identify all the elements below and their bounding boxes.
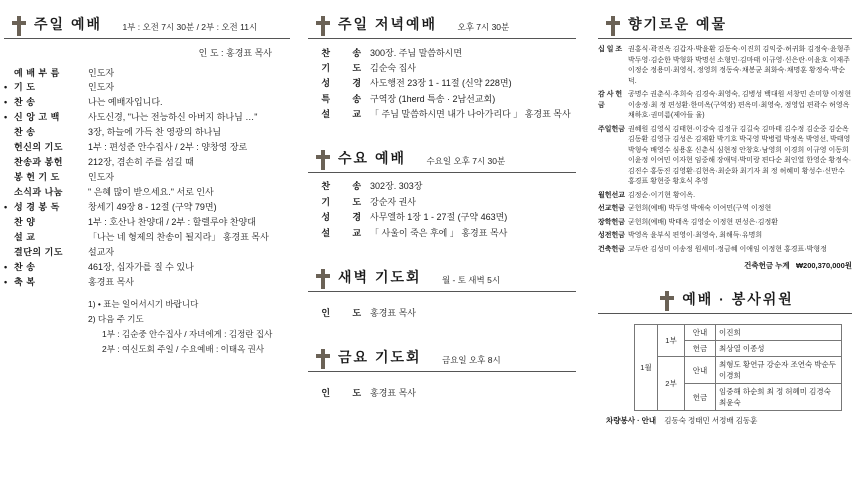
order-sublabel: 송 (352, 47, 362, 58)
order-row (4, 230, 290, 245)
order-value: 설교자 (88, 246, 115, 257)
sunday-preacher: 인 도 : 홍경표 목사 (198, 48, 272, 58)
committee-footer (606, 415, 852, 426)
offering-group-label: 선교헌금 (598, 205, 626, 212)
order-row (308, 306, 576, 321)
offering-group (598, 231, 852, 242)
committee-footer-label: 차량봉사 · 안내 (606, 416, 657, 425)
order-value: 3장, 하늘에 가득 찬 영광의 하나님 (88, 127, 222, 138)
order-value: 1부 : 호산나 찬양대 / 2부 : 할렐루야 찬양대 (88, 216, 256, 227)
order-bullet: • (4, 201, 8, 212)
divider (308, 38, 576, 39)
sunday-notes (4, 297, 290, 357)
order-label: 찬 (321, 181, 331, 192)
section-subtitle: 금요일 오후 8시 (441, 354, 501, 365)
divider (308, 291, 576, 292)
role-cell: 헌금 (685, 341, 716, 357)
note-line: 1부 : 김순중 안수집사 / 자녀에게 : 김정란 집사 (102, 328, 273, 339)
offering-group-names: 권혜원 김영식 김태현·이강숙 김정규 김길숙 김마태 김수정 김순중 김순옥 김동환 김영규 김성은 김재환 박기호 박국영 박병렬 박정옥 박영선, 박태영 박형숙 배영수 심용훈 신춘식 심현정 안창호·남영희 이경희 이규영 이동희 이윤정 이여민 이자현 임중해 장애덕·박미랑 편다순 최인열 한영순 황정숙·김진수 홍동진 김영환·김현옥·최순화 최기자 최 정 허혜미 황성수·신만수 홍경표 황현중 황호식 추영 (628, 125, 852, 185)
order-value: 인도자 (88, 82, 115, 93)
offering-group (598, 191, 852, 202)
order-row (4, 66, 290, 81)
committee-header (598, 289, 852, 309)
offering-total-value: ₩200,370,000원 (795, 261, 852, 270)
order-row (4, 96, 290, 111)
role-cell: 안내 (685, 357, 716, 384)
wednesday-order-list (308, 179, 576, 241)
names-cell: 최상열 이종성 (716, 341, 842, 357)
order-value: 홍경표 목사 (370, 308, 416, 319)
order-sublabel: 교 (352, 109, 362, 120)
table-row (635, 325, 842, 341)
note-line: 2) 다음 주 기도 (88, 313, 144, 324)
dawn-prayer-header (308, 267, 576, 287)
order-row (4, 126, 290, 141)
offering-group-label: 십 일 조 (598, 46, 623, 53)
order-row (308, 45, 576, 60)
note-line: 1) • 표는 일어서시기 바랍니다 (88, 299, 199, 310)
role-cell: 안내 (685, 325, 716, 341)
divider (598, 38, 852, 39)
week-cell: 1월 (635, 325, 658, 411)
order-value: " 은혜 많이 받으세요." 서로 인사 (88, 187, 214, 197)
order-row (4, 275, 290, 290)
order-bullet: • (4, 276, 8, 287)
order-label: 기 (321, 62, 331, 73)
order-bullet: • (4, 261, 8, 272)
order-row (308, 386, 576, 401)
cross-icon (316, 269, 330, 289)
divider (598, 313, 852, 314)
order-label: 찬 송 (14, 261, 36, 272)
offering-groups (598, 45, 852, 255)
offering-group-label: 장학헌금 (598, 218, 626, 226)
evening-service-header (308, 14, 576, 34)
offering-group (598, 218, 852, 229)
names-cell: 최형도 황연규 강순자 조연숙 박순두 이경희 (716, 357, 842, 384)
order-row (308, 194, 576, 209)
order-label: 인 (321, 388, 331, 399)
order-row (4, 186, 290, 201)
order-label: 인 (321, 308, 331, 319)
order-row (4, 81, 290, 96)
order-label: 특 (321, 93, 331, 104)
offering-group-names: 박영옥 윤부식 편영이·최영숙, 최해득·유명희 (628, 232, 763, 239)
section-title: 금요 기도회 (338, 348, 422, 365)
order-label: 찬 양 (14, 216, 36, 227)
offering-header (598, 14, 852, 34)
order-row (308, 60, 576, 75)
order-value: 홍경표 목사 (370, 388, 416, 399)
sunday-service-header (4, 14, 290, 34)
offering-group (598, 204, 852, 215)
offering-group-names: 권홍식·곽진옥 김갑자·박윤환 김동숙·이진희 김익중·허귀화 김정숙·윤형주 박두영·김순한 박형화 박명선 소형민·김마태 이규영·신은란·이윤호 이재주 이정순 정용미·최영식, 정영희 정동숙·채봉균 최화숙·채명훈 황정숙·박순덕. (628, 46, 851, 85)
order-row (4, 245, 290, 260)
order-sublabel: 교 (352, 227, 362, 238)
friday-prayer-header (308, 347, 576, 367)
order-label: 봉 헌 기 도 (14, 172, 60, 183)
order-sublabel: 도 (352, 388, 362, 399)
dawn-order-list (308, 306, 576, 321)
order-row (308, 179, 576, 194)
order-row (308, 225, 576, 240)
order-row (4, 260, 290, 275)
order-label: 찬 송 (14, 127, 36, 138)
offering-group-names: 공명수 권춘식·추희숙 김경숙·최영숙, 김병성 백대원 서창민 손미향 이정현 이송정·최 정 편성환·한미옥(구역장) 편옥미·최영숙, 정영업 편곽수 허영옥 채하호·권미름(제아들 율) (628, 91, 852, 119)
divider (4, 38, 290, 39)
order-value: 구역장 (1herd 특송 · 2남선교회) (370, 93, 496, 104)
role-cell: 헌금 (685, 384, 716, 411)
part-cell: 2부 (658, 357, 685, 411)
section-title: 수요 예배 (338, 149, 406, 166)
cross-icon (660, 291, 674, 311)
order-bullet: • (4, 82, 8, 93)
order-label: 성 (321, 78, 331, 89)
order-label: 성 (321, 212, 331, 223)
order-value: 사무엘하 1장 1 - 27절 (구약 463면) (370, 212, 508, 223)
order-label: 축 복 (14, 276, 36, 287)
cross-icon (316, 150, 330, 170)
order-bullet: • (4, 112, 8, 123)
offering-group (598, 245, 852, 256)
offering-group-names: 굳헌희(예배) 박두영 박애숙 이여민(구역 이정현 (628, 205, 772, 212)
order-value: 「 사울이 죽은 후에 」 홍경표 목사 (370, 227, 508, 238)
order-label: 결단의 기도 (14, 246, 63, 257)
order-value: 「 주님 말씀하시면 내가 나아가리다 」 홍경표 목사 (370, 109, 571, 120)
column-sunday-service (0, 0, 300, 481)
order-row (4, 215, 290, 230)
order-value: 나는 예배자입니다. (88, 97, 163, 108)
order-row (4, 141, 290, 156)
names-cell: 이진희 (716, 325, 842, 341)
committee-table (634, 324, 842, 411)
wednesday-service-header (308, 148, 576, 168)
order-label: 성 경 봉 독 (14, 201, 60, 212)
section-title: 예배 · 봉사위원 (682, 291, 794, 307)
divider (308, 371, 576, 372)
order-sublabel: 도 (352, 62, 362, 73)
order-value: 사도신경, "나는 전능하신 아버지 하나님 …" (88, 112, 258, 123)
cross-icon (12, 16, 26, 36)
section-title: 새벽 기도회 (338, 268, 422, 285)
names-cell: 임중해 하순희 최 정 허혜미 김경숙 최윤숙 (716, 384, 842, 411)
order-label: 기 (321, 196, 331, 207)
offering-group-label: 건축헌금 (598, 245, 626, 253)
order-row (4, 200, 290, 215)
section-subtitle: 오후 7시 30분 (457, 22, 510, 32)
order-sublabel: 경 (352, 212, 362, 223)
order-label: 예 배 부 름 (14, 67, 60, 78)
note-line: 2부 : 여신도회 주일 / 수요예배 : 이태옥 권사 (102, 343, 265, 354)
friday-order-list (308, 386, 576, 401)
order-sublabel: 송 (352, 181, 362, 192)
order-sublabel: 도 (352, 308, 362, 319)
order-sublabel: 도 (352, 196, 362, 207)
order-sublabel: 경 (352, 78, 362, 89)
order-label: 찬 송 (14, 97, 36, 108)
offering-total (598, 260, 852, 271)
order-label: 소식과 나눔 (14, 187, 63, 197)
section-subtitle: 수요일 오후 7시 30분 (426, 155, 506, 166)
offering-group (598, 45, 852, 87)
offering-total-label: 건축헌금 누계 (744, 261, 790, 270)
offering-group-label: 감 사 헌 금 (598, 91, 623, 109)
committee-footer-value: 김동숙 정태민 서정배 김동훈 (664, 416, 758, 425)
order-row (308, 210, 576, 225)
evening-order-list (308, 45, 576, 122)
order-value: 인도자 (88, 172, 115, 183)
cross-icon (316, 349, 330, 369)
offering-group-label: 월헌선교 (598, 191, 626, 199)
order-value: 461장, 십자가를 질 수 있나 (88, 261, 194, 272)
sunday-order-list (4, 66, 290, 290)
order-label: 기 도 (14, 82, 36, 93)
cross-icon (316, 16, 330, 36)
order-row (308, 107, 576, 122)
order-value: 1부 : 편성준 안수집사 / 2부 : 양창영 장로 (88, 142, 248, 153)
order-value: 인도자 (88, 67, 115, 78)
order-label: 찬송과 봉헌 (14, 157, 63, 168)
offering-group (598, 90, 852, 122)
order-label: 설 교 (14, 231, 36, 242)
offering-group (598, 125, 852, 188)
offering-group-names: 굳헌희(예배) 박태옥 김영순 이정현 편성은·김정환 (628, 218, 779, 226)
order-row (308, 91, 576, 106)
order-value: 300장. 주님 말씀하시면 (370, 47, 463, 58)
column-other-services (300, 0, 590, 481)
order-value: 302장. 303장 (370, 181, 423, 192)
column-offerings (590, 0, 860, 481)
table-row (635, 357, 842, 384)
divider (308, 172, 576, 173)
cross-icon (606, 16, 620, 36)
order-sublabel: 송 (352, 93, 362, 104)
section-subtitle: 1부 : 오전 7시 30분 / 2부 : 오전 11시 (122, 22, 258, 32)
section-title: 향기로운 예물 (628, 16, 728, 32)
offering-group-label: 성전헌금 (598, 232, 626, 239)
order-label: 설 (321, 109, 331, 120)
order-label: 설 (321, 227, 331, 238)
offering-group-label: 주일헌금 (598, 125, 626, 133)
offering-group-names: 고두란 김성미 이송정 원세미·정금혜 이애임 이정현 홍경표·박형정 (628, 245, 827, 253)
order-value: 사도행전 23장 1 - 11절 (신약 228면) (370, 78, 512, 89)
offering-group-names: 김정순·이기현 황이옥. (628, 191, 696, 199)
order-value: 「나는 네 형제의 찬송이 될지라」 홍경표 목사 (88, 231, 269, 242)
order-bullet: • (4, 97, 8, 108)
order-label: 신 앙 고 백 (14, 112, 60, 123)
section-subtitle: 월 - 토 새벽 5시 (441, 274, 501, 285)
part-cell: 1부 (658, 325, 685, 357)
order-row (308, 76, 576, 91)
order-value: 212장, 겸손히 주를 섬길 때 (88, 157, 194, 168)
section-title: 주일 예배 (34, 16, 102, 32)
order-row (4, 171, 290, 186)
order-value: 김순숙 집사 (370, 62, 416, 73)
order-label: 찬 (321, 47, 331, 58)
order-row (4, 156, 290, 171)
section-title: 주일 저녁예배 (338, 16, 438, 32)
order-label: 헌신의 기도 (14, 142, 63, 153)
order-value: 강순자 권사 (370, 196, 416, 207)
order-row (4, 111, 290, 126)
order-value: 창세기 49장 8 - 12절 (구약 79면) (88, 201, 217, 212)
order-value: 홍경표 목사 (88, 276, 134, 287)
